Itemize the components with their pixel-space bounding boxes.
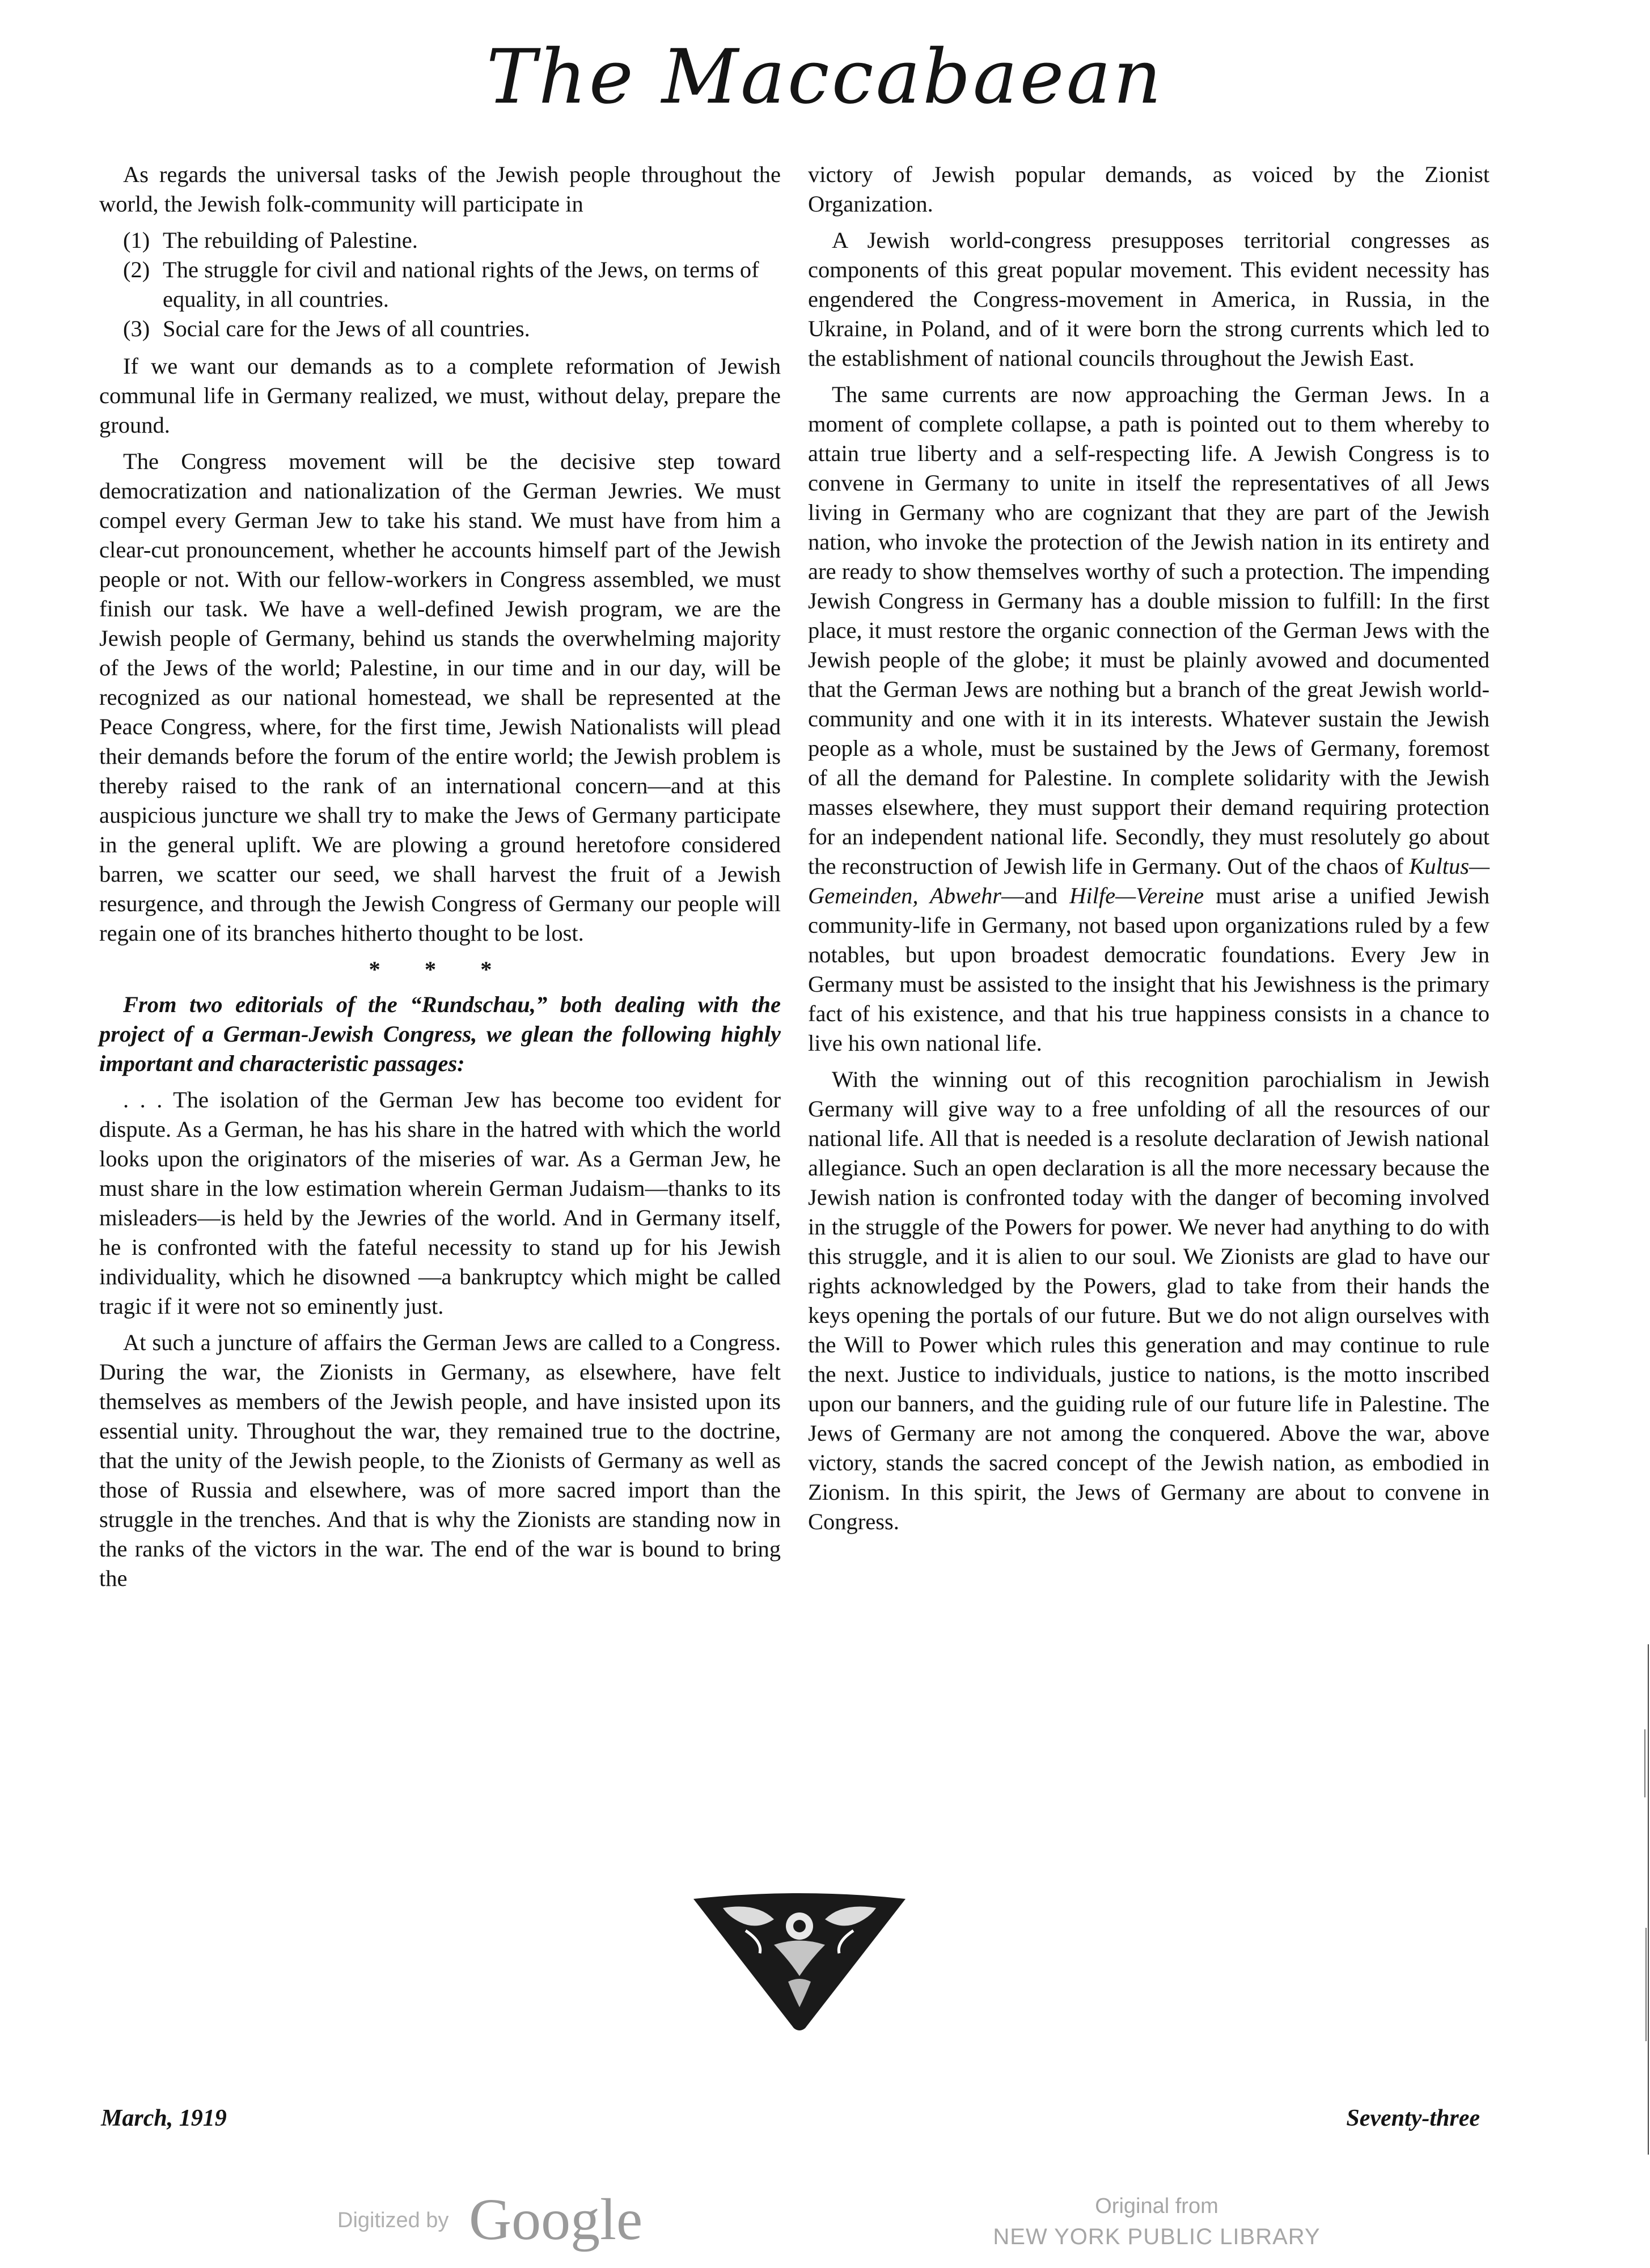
list-number: (2): [123, 257, 150, 282]
paragraph: victory of Jewish popular demands, as voiced by the Zionist Organization.: [808, 162, 1490, 217]
paragraph: If we want our demands as to a complete reformation of Jewish communal life in Germany realized, we must, without delay, prepare the ground.: [99, 353, 781, 438]
original-from-watermark: [975, 2191, 1338, 2253]
list-text: The struggle for civil and national rights of the Jews, on terms of equality, in all countries.: [163, 257, 759, 312]
right-column: [808, 160, 1490, 1543]
library-name: NEW YORK PUBLIC LIBRARY: [993, 2224, 1321, 2249]
section-separator: * * *: [369, 957, 511, 982]
tasks-list: [99, 226, 781, 344]
text-run: The same currents are now approaching the German Jews. In a moment of complete collapse, a path is pointed out to them whereby to attain true liberty and a self-respecting life. A Jewish Congress is to convene in Germany to unite in itself the representatives of all Jews living in Germany who are cognizant that they are part of the Jewish nation, who invoke the protection of the Jewish nation in its entirety and are ready to show themselves worthy of such a protection. The impending Jewish Congress in Germany has a double mission to fulfill: In the first place, it must restore the organic connection of the German Jews with the Jewish people of the globe; it must be plainly avowed and documented that the German Jews are nothing but a branch of the great Jewish world-community and one with it in its interests. Whatever sustain the Jewish people as a whole, must be sustained by the Jews of Germany, foremost of all the demand for Palestine. In complete solidarity with the Jewish masses elsewhere, they must support their demand requiring protection for an independent national life. Secondly, they must resolutely go about the reconstruction of Jewish life in Germany. Out of the chaos of: [808, 382, 1490, 879]
text-run: must arise a unified Jewish community-life in Germany, not based upon organizations ruled by a few notables, but upon broadest democratic foundations. Every Jew in Germany must be assisted to the insight that his Jewishness is the primary fact of his existence, and that his true happiness consists in a chance to live his own national life.: [808, 883, 1490, 1056]
paragraph: At such a juncture of affairs the German Jews are called to a Congress. During the war, the Zionists in Germany, as elsewhere, have felt themselves as members of the Jewish people, and have insisted upon its essential unity. Throughout the war, they remained true to the doctrine, that the unity of the Jewish people, to the Zionists of Germany as well as those of Russia and elsewhere, was of more sacred import than the struggle in the trenches. And that is why the Zionists are standing now in the ranks of the victors in the war. The end of the war is bound to bring the: [99, 1330, 781, 1591]
paragraph: [808, 380, 1490, 1058]
italic-term: Hilfe—Vereine: [1069, 883, 1204, 908]
paragraph: A Jewish world-congress presupposes territorial congresses as components of this great popular movement. This evident necessity has engendered the Congress-movement in America, in Russia, in the Ukraine, in Poland, and of it were born the strong currents which led to the establishment of national councils throughout the Jewish East.: [808, 227, 1490, 371]
list-item: [123, 255, 781, 314]
footer-page-number: Seventy-three: [1346, 2105, 1480, 2131]
intro-paragraph: As regards the universal tasks of the Jewish people throughout the world, the Jewish folk-community will participate in: [99, 162, 781, 217]
list-item: [123, 226, 781, 255]
text-run: —and: [1001, 883, 1057, 908]
list-text: Social care for the Jews of all countries.: [163, 316, 530, 341]
google-logo: Google: [469, 2187, 643, 2252]
list-number: (1): [123, 227, 150, 253]
paragraph: The Congress movement will be the decisive step toward democratization and nationalization of the German Jewries. We must compel every German Jew to take his stand. We must have from him a clear-cut pronouncement, whether he accounts himself part of the Jewish people or not. With our fellow-workers in Congress assembled, we must finish our task. We have a well-defined Jewish program, we are the Jewish people of Germany, behind us stands the overwhelming majority of the Jews of the world; Palestine, in our time and in our day, will be recognized as our national homestead, we shall be represented at the Peace Congress, where, for the first time, Jewish Nationalists will plead their demands before the forum of the entire world; the Jewish problem is thereby raised to the rank of an international concern—and at this auspicious juncture we shall try to make the Jews of Germany participate in the general uplift. We are plowing a ground heretofore considered barren, we scatter our seed, we shall harvest the fruit of a Jewish resurgence, and through the Jewish Congress of Germany our people will regain one of its branches hitherto thought to be lost.: [99, 448, 781, 946]
left-column: [99, 160, 781, 1600]
original-from-label: Original from: [1095, 2194, 1219, 2218]
editorial-intro: From two editorials of the “Rundschau,” both dealing with the project of a German-Jewish Congress, we glean the following highly important and characteristic passages:: [99, 992, 781, 1076]
paragraph: With the winning out of this recognition parochialism in Jewish Germany will give way to a free unfolding of all the resources of our national life. All that is needed is a resolute declaration of Jewish national allegiance. Such an open declaration is all the more necessary because the Jewish nation is confronted today with the danger of becoming involved in the struggle of the Powers for power. We never had anything to do with this struggle, and it is alien to our soul. We Zionists are glad to have our rights acknowledged by the Powers, glad to take from their hands the keys opening the portals of our future. But we do not align ourselves with the Will to Power which rules this generation and may continue to rule the next. Justice to individuals, justice to nations, is the motto inscribed upon our banners, and the guiding rule of our future life in Palestine. The Jews of Germany are not among the conquered. Above the war, above victory, stands the sacred concept of the Jewish nation, as embodied in Zionism. In this spirit, the Jews of Germany are about to convene in Congress.: [808, 1067, 1490, 1534]
list-number: (3): [123, 316, 150, 341]
floral-triangle-ornament-icon: [689, 1891, 910, 2033]
scan-edge-marks: [1627, 0, 1650, 2268]
italic-term: Kultus—Gemeinden, Abwehr: [808, 853, 1490, 908]
list-text: The rebuilding of Palestine.: [163, 227, 418, 253]
digitized-by-label: Digitized by: [337, 2208, 449, 2232]
footer-date: March, 1919: [101, 2105, 227, 2131]
paragraph: . . . The isolation of the German Jew has become too evident for dispute. As a German, he has his share in the hatred with which the world looks upon the originators of the miseries of war. As a German Jew, he must share in the low estimation wherein German Judaism—thanks to its misleaders—is held by the Jewries of the world. And in Germany itself, he is confronted with the fateful necessity to stand up for his Jewish individuality, which he disowned —a bankruptcy which might be called tragic if it were not so eminently just.: [99, 1087, 781, 1319]
list-item: [123, 314, 781, 344]
masthead-title: The Maccabaean: [486, 33, 1164, 121]
